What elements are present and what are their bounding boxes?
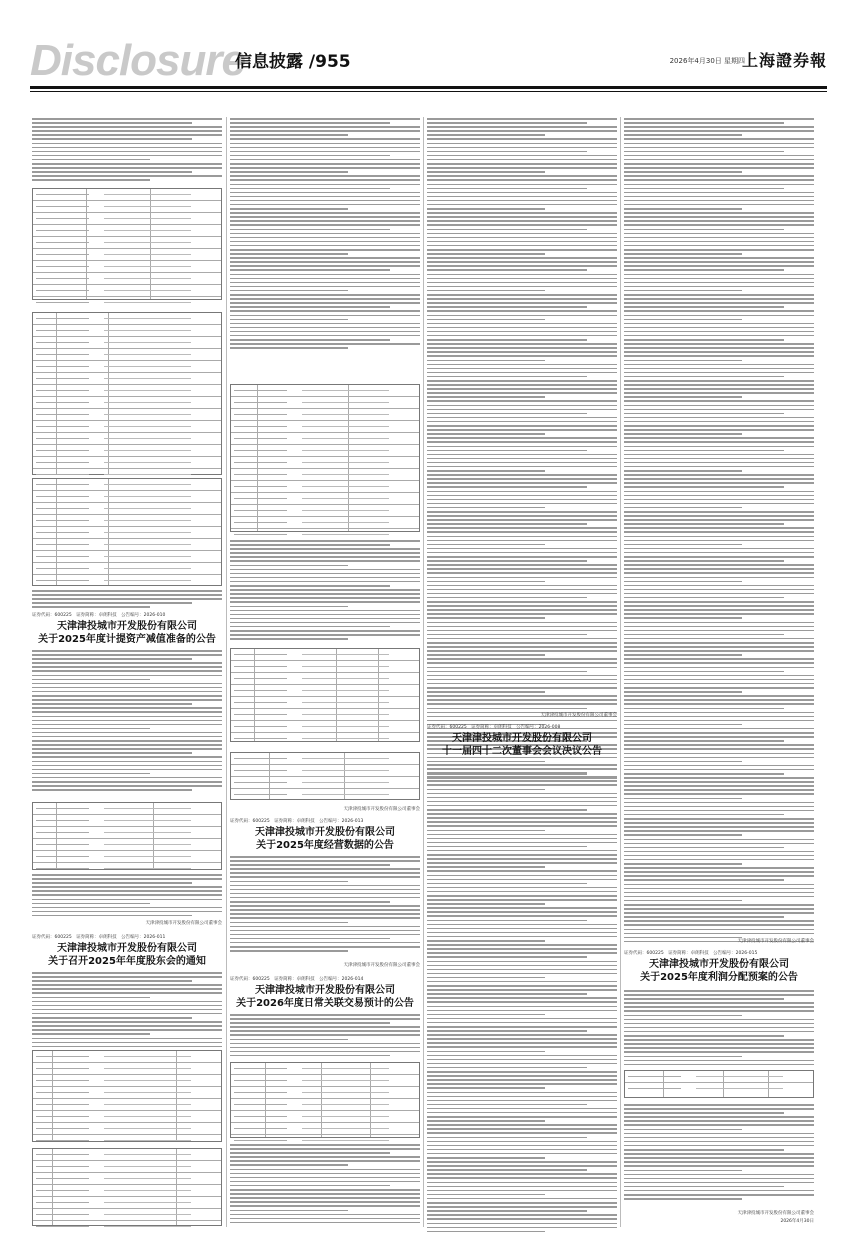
data-table [32, 1148, 222, 1226]
announcement [427, 724, 617, 761]
body-text-block [427, 118, 617, 781]
announcement-title: 关于2025年度利润分配预案的公告 [640, 972, 798, 983]
data-table [32, 802, 222, 870]
body-text-block [32, 874, 222, 919]
data-table [230, 384, 420, 532]
signoff: 天津津投城市开发股份有限公司董事会 [737, 1211, 814, 1216]
body-text-block [32, 590, 222, 610]
stock-code-line: 证券代码：600225 证券简称：卓朗科技 公告编号：2026-008 [427, 725, 561, 730]
data-table [624, 1070, 814, 1098]
announcement [32, 934, 222, 971]
newspaper-name: 上海證券報 [741, 51, 827, 70]
company-name: 天津津投城市开发股份有限公司 [452, 733, 592, 744]
company-name: 天津津投城市开发股份有限公司 [255, 985, 395, 996]
data-table [32, 188, 222, 300]
disclosure-logo: Disclosure [30, 36, 245, 85]
stock-code-line: 证券代码：600225 证券简称：卓朗科技 公告编号：2026-015 [624, 951, 758, 956]
signoff: 天津津投城市开发股份有限公司董事会 [737, 939, 814, 944]
stock-code-line: 证券代码：600225 证券简称：卓朗科技 公告编号：2026-014 [230, 977, 364, 982]
column-divider [423, 117, 424, 1227]
stock-code-line: 证券代码：600225 证券简称：卓朗科技 公告编号：2026-013 [230, 819, 364, 824]
body-text-block [230, 856, 420, 954]
announcement-title: 关于2025年度经营数据的公告 [256, 840, 394, 851]
body-text-block [32, 972, 222, 1050]
body-text-block [230, 1144, 420, 1226]
signoff: 天津津投城市开发股份有限公司董事会 [343, 963, 420, 968]
body-text-block [624, 118, 814, 945]
body-text-block [427, 764, 617, 1235]
signoff-date: 2026年4月30日 [780, 1219, 814, 1224]
data-table [230, 1062, 420, 1138]
company-name: 天津津投城市开发股份有限公司 [57, 943, 197, 954]
announcement [32, 612, 222, 649]
company-name: 天津津投城市开发股份有限公司 [57, 621, 197, 632]
data-table [32, 478, 222, 586]
stock-code-line: 证券代码：600225 证券简称：卓朗科技 公告编号：2026-011 [32, 935, 166, 940]
section-title: 信息披露 /955 [235, 52, 351, 72]
announcement-title: 关于2026年度日常关联交易预计的公告 [236, 998, 414, 1009]
signoff: 天津津投城市开发股份有限公司董事会 [540, 713, 617, 718]
masthead-rule [30, 86, 827, 89]
signoff: 天津津投城市开发股份有限公司董事会 [145, 921, 222, 926]
column-divider [620, 117, 621, 1227]
announcement-title: 关于召开2025年年度股东会的通知 [48, 956, 206, 967]
body-text-block [230, 1014, 420, 1059]
body-text-block [624, 1104, 814, 1202]
body-text-block [230, 540, 420, 642]
issue-date: 2026年4月30日 星期四 [669, 57, 745, 65]
company-name: 天津津投城市开发股份有限公司 [255, 827, 395, 838]
masthead [30, 38, 827, 84]
announcement [624, 950, 814, 987]
column-divider [226, 117, 227, 1227]
announcement [230, 818, 420, 855]
announcement [230, 976, 420, 1013]
body-text-block [32, 118, 222, 184]
body-text-block [230, 118, 420, 351]
announcement-title: 关于2025年度计提资产减值准备的公告 [38, 634, 216, 645]
announcement-title: 十一届四十二次董事会会议决议公告 [442, 746, 602, 757]
data-table [230, 752, 420, 800]
signoff: 天津津投城市开发股份有限公司董事会 [343, 807, 420, 812]
body-text-block [624, 990, 814, 1068]
company-name: 天津津投城市开发股份有限公司 [649, 959, 789, 970]
data-table [230, 648, 420, 742]
stock-code-line: 证券代码：600225 证券简称：卓朗科技 公告编号：2026-010 [32, 613, 166, 618]
body-text-block [32, 650, 222, 793]
masthead-rule-thin [30, 91, 827, 92]
data-table [32, 1050, 222, 1142]
data-table [32, 312, 222, 475]
